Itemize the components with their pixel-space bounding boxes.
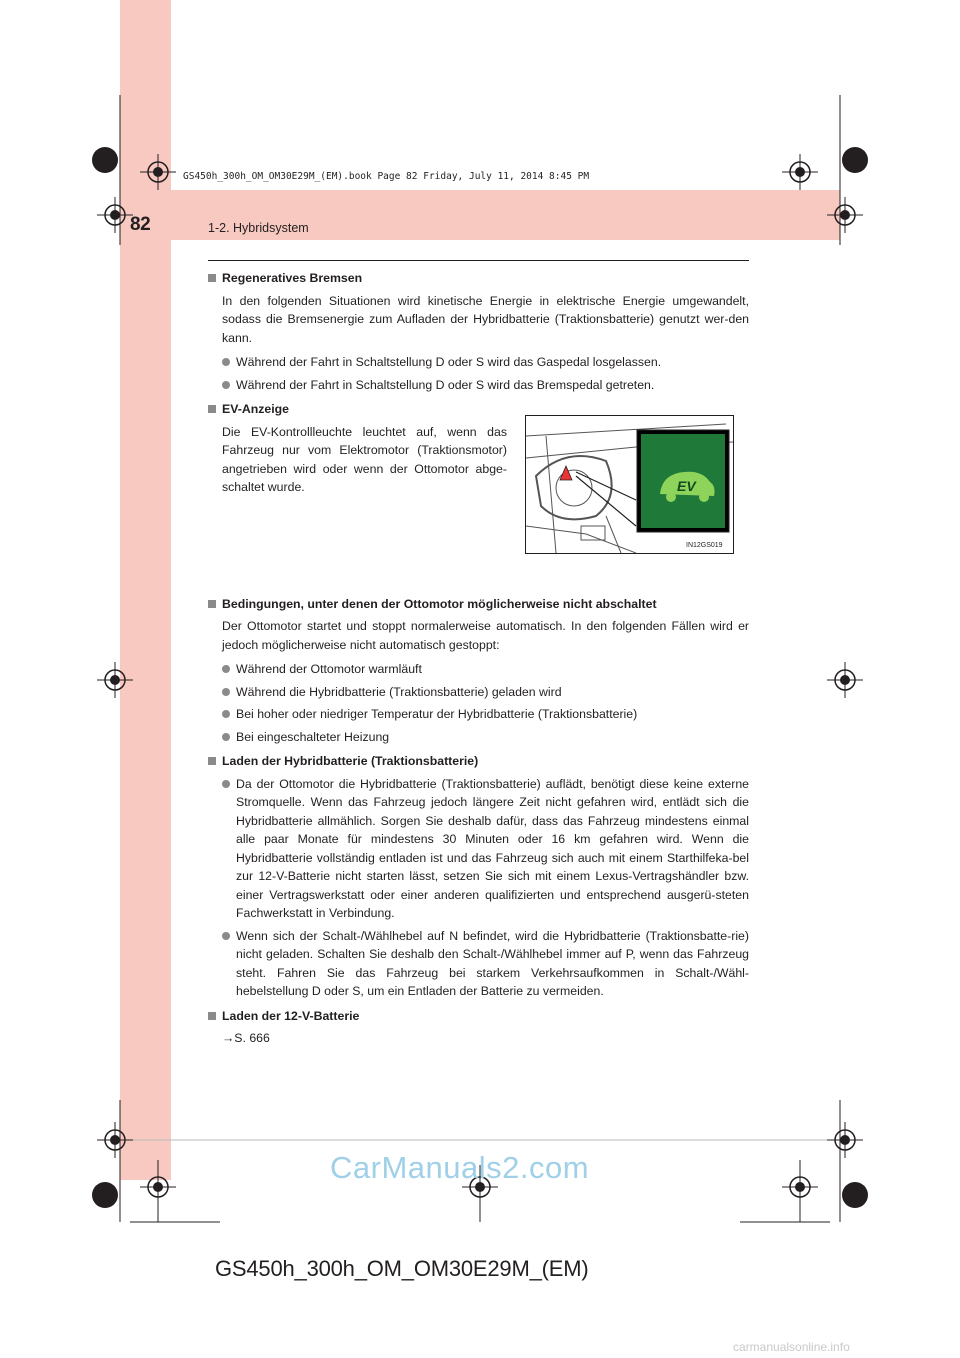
square-bullet-icon	[208, 757, 216, 765]
list-item: Da der Ottomotor die Hybridbatterie (Traktionsbatterie) auflädt, benötigt diese keine externe Stromquelle. Wenn das Fahrzeug jedoch längere Zeit nicht gefahren wird, entlädt sich die Hybridbatterie allmählich. Sorgen Sie deshalb dafür, dass das Fahrzeug mindestens einmal alle paar Monate für mindestens 30 Minuten oder 16 km gefahren wird. Wenn die Hybridbatterie vollständig entladen ist und das Fahrzeug sich auch mit einem Starthilfeka-bel zur 12-V-Batterie nicht starten lässt, setzen Sie sich mit einem Lexus-Vertragshändler bzw. einer Vertragswerkstatt oder einer anderen qualifizierten und entsprechend ausgerü-steten Fachwerkstatt in Verbindung.	[222, 775, 749, 923]
list-item: Während der Fahrt in Schaltstellung D oder S wird das Gaspedal losgelassen.	[222, 353, 749, 372]
heading-ev: EV-Anzeige	[208, 400, 749, 419]
bullet-icon	[222, 780, 230, 788]
heading-battery12: Laden der 12-V-Batterie	[208, 1007, 749, 1026]
list-item: Während die Hybridbatterie (Traktionsbatterie) geladen wird	[222, 683, 749, 702]
figure-code: IN12GS019	[686, 541, 723, 549]
watermark-secondary: carmanualsonline.info	[733, 1340, 850, 1354]
square-bullet-icon	[208, 1012, 216, 1020]
heading-regen: Regeneratives Bremsen	[208, 269, 749, 288]
bullet-icon	[222, 665, 230, 673]
paragraph-conditions: Der Ottomotor startet und stoppt normalerweise automatisch. In den folgenden Fällen wird er jedoch möglicherweise nicht automatisch gestoppt:	[222, 619, 749, 652]
page-reference: →S. 666	[222, 1031, 270, 1045]
ev-indicator-figure	[525, 415, 734, 554]
list-item: Während der Fahrt in Schaltstellung D oder S wird das Bremspedal getreten.	[222, 376, 749, 395]
square-bullet-icon	[208, 405, 216, 413]
bullet-icon	[222, 932, 230, 940]
book-stamp: GS450h_300h_OM_OM30E29M_(EM).book Page 82 Friday, July 11, 2014 8:45 PM	[183, 171, 590, 182]
paragraph-regen: In den folgenden Situationen wird kinetische Energie in elektrische Energie umgewandelt, sodass die Bremsenergie zum Aufladen der Hybridbatterie (Traktionsbatterie) genutzt wer-den kann.	[222, 293, 749, 345]
square-bullet-icon	[208, 600, 216, 608]
heading-charging: Laden der Hybridbatterie (Traktionsbatterie)	[208, 752, 749, 771]
ev-section	[208, 423, 749, 591]
heading-conditions: Bedingungen, unter denen der Ottomotor möglicherweise nicht abschaltet	[208, 595, 749, 614]
list-item: Wenn sich der Schalt-/Wählhebel auf N befindet, wird die Hybridbatterie (Traktionsbatte-rie) nicht geladen. Schalten Sie deshalb den Schalt-/Wählhebel immer auf P, wenn das Fahrzeug steht. Fahren Sie das Fahrzeug bei starkem Verkehrsaufkommen in Schalt-/Wähl-hebelstellung D oder S, um ein Entladen der Batterie zu vermeiden.	[222, 927, 749, 1001]
bullet-icon	[222, 733, 230, 741]
bullet-icon	[222, 358, 230, 366]
bullet-icon	[222, 381, 230, 389]
list-item: Bei hoher oder niedriger Temperatur der Hybridbatterie (Traktionsbatterie)	[222, 705, 749, 724]
page-number: 82	[130, 214, 151, 235]
list-item: Während der Ottomotor warmläuft	[222, 660, 749, 679]
ev-badge-text: EV	[677, 477, 696, 494]
header-rule	[208, 260, 749, 261]
watermark-primary: CarManuals2.com	[330, 1150, 590, 1185]
bullet-icon	[222, 710, 230, 718]
footer-code: GS450h_300h_OM_OM30E29M_(EM)	[215, 1256, 589, 1281]
section-title: 1-2. Hybridsystem	[208, 221, 309, 235]
page-content	[208, 269, 749, 1048]
list-item: Bei eingeschalteter Heizung	[222, 728, 749, 747]
paragraph-ev: Die EV-Kontrollleuchte leuchtet auf, wenn das Fahrzeug nur vom Elektromotor (Traktionsmotor) angetrieben wird oder wenn der Ottomotor abge-schaltet wurde.	[222, 424, 507, 494]
square-bullet-icon	[208, 274, 216, 282]
bullet-icon	[222, 688, 230, 696]
